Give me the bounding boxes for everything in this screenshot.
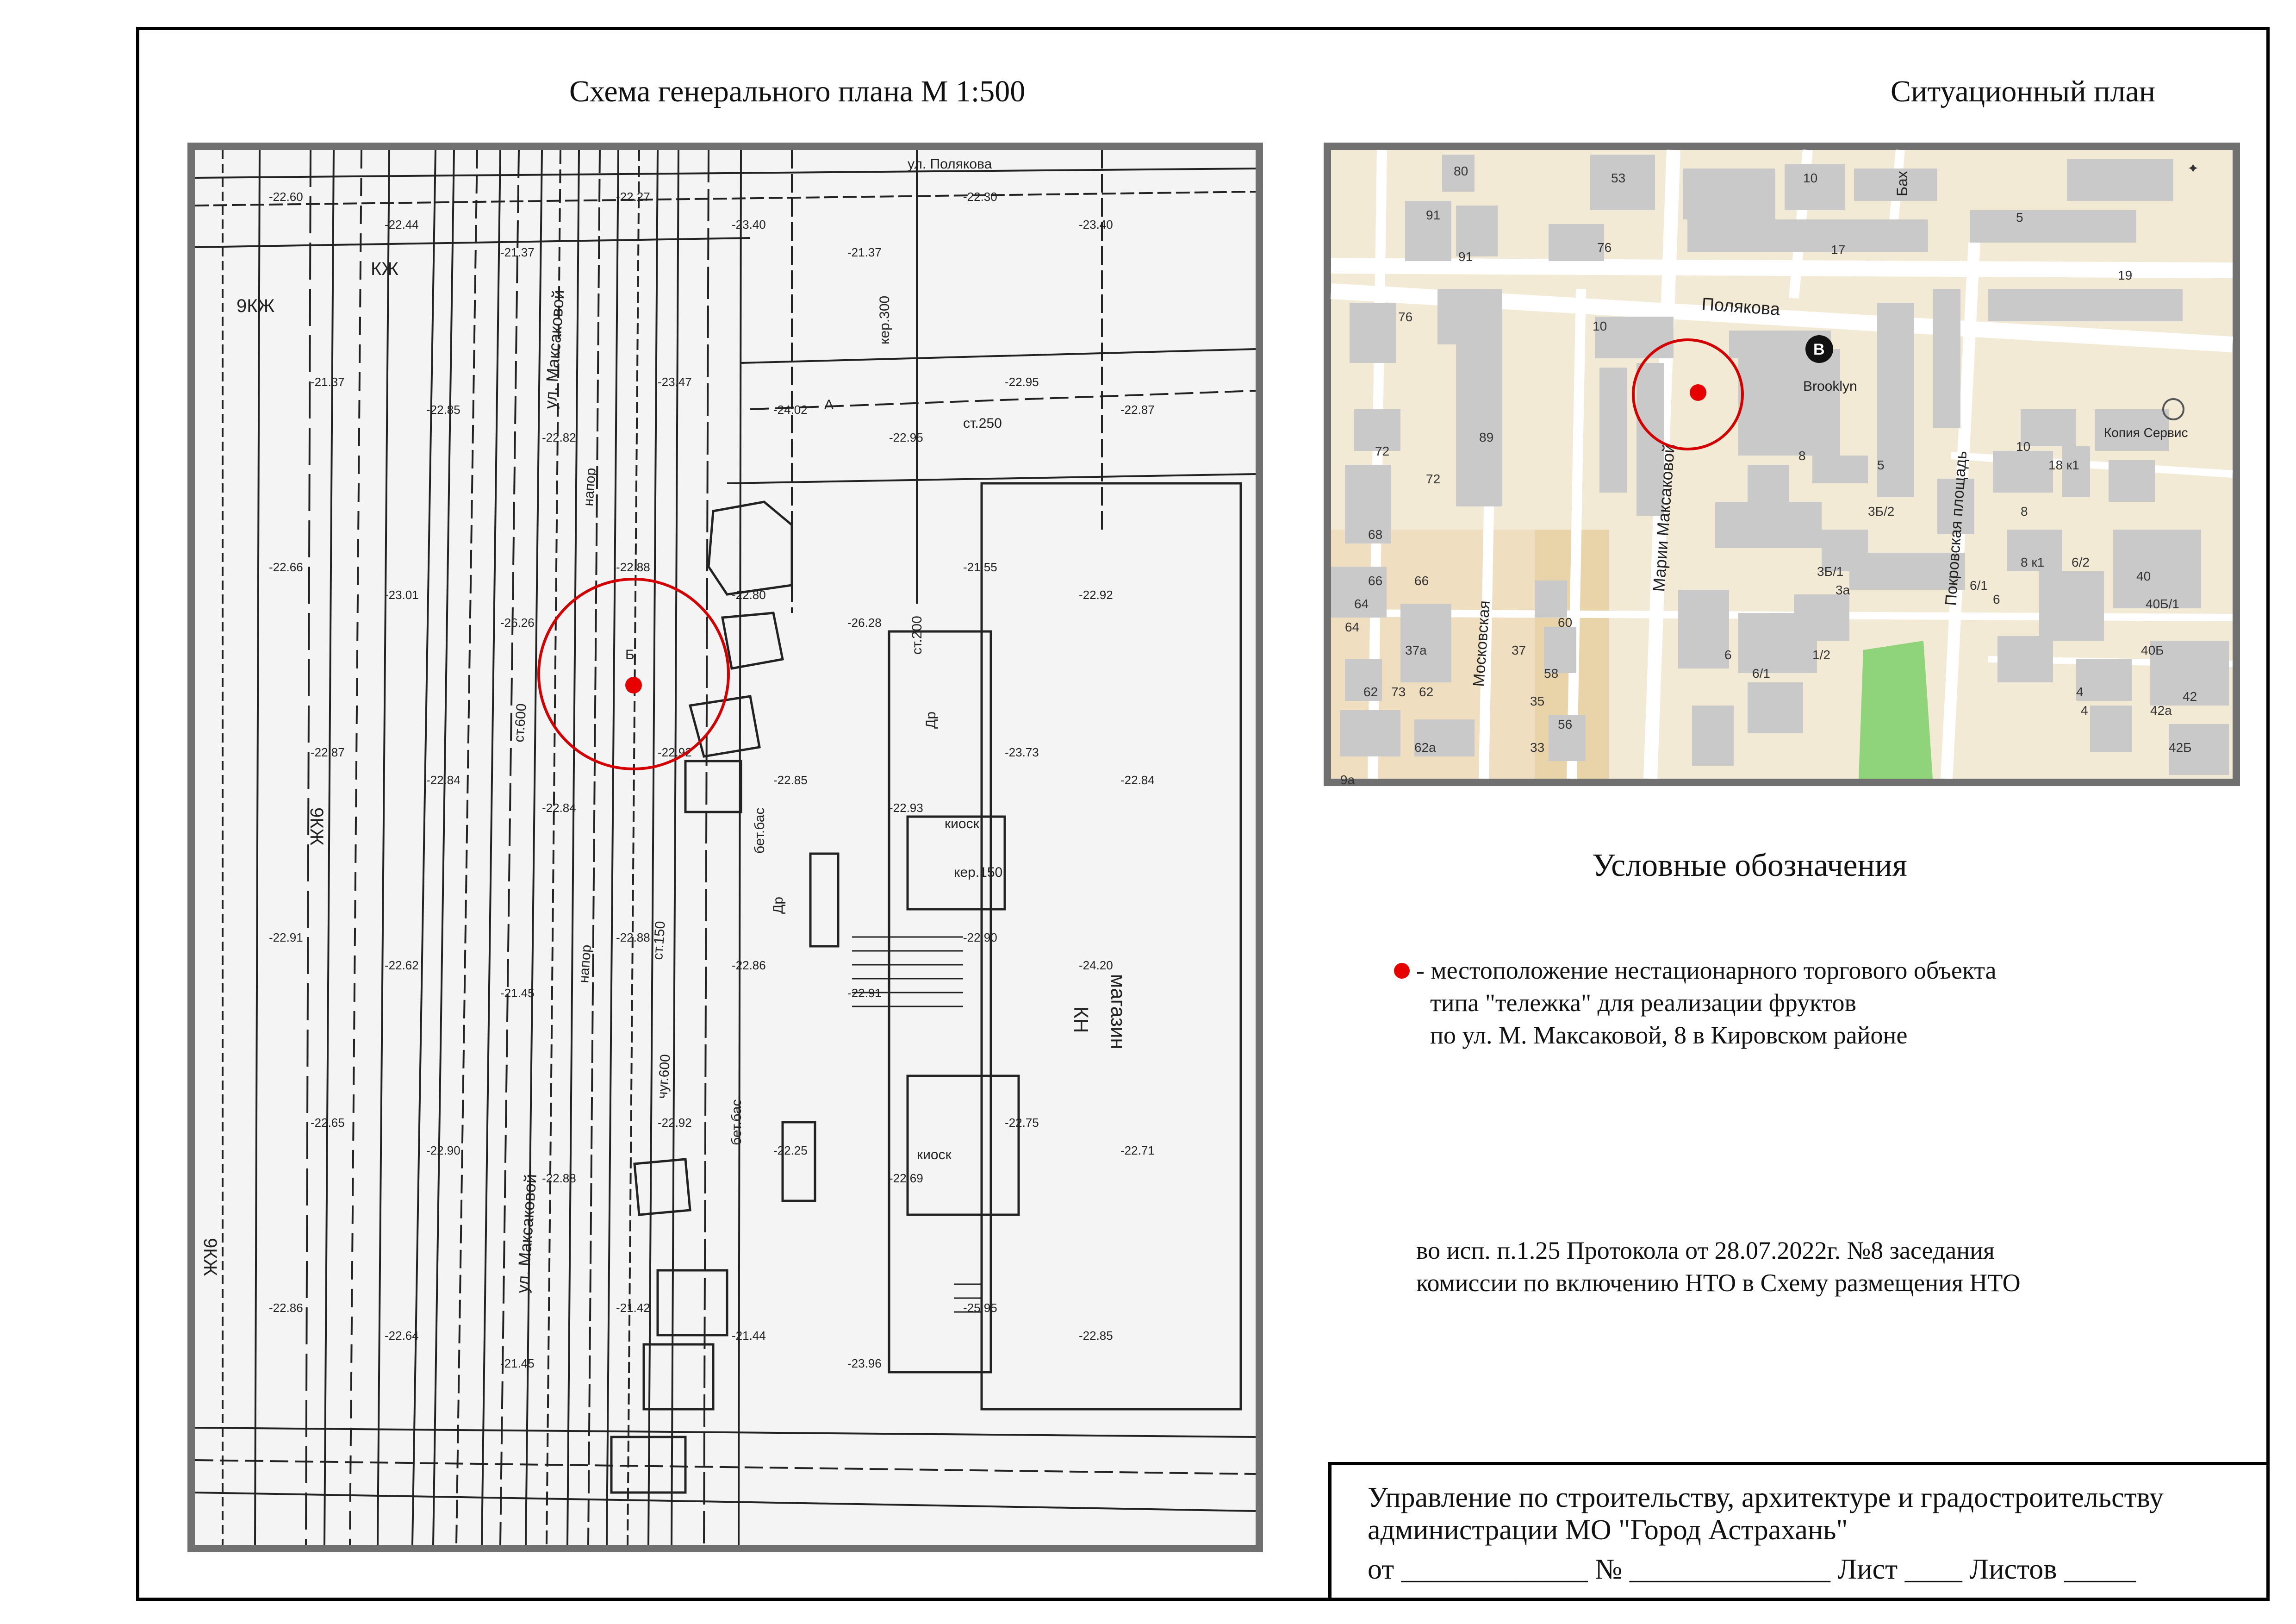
house-number: 5 <box>1877 458 1885 472</box>
elevation-mark: -24.20 <box>1079 958 1113 972</box>
house-number: 72 <box>1426 472 1441 486</box>
label-bet-bas-2: бет.бас <box>729 1099 744 1145</box>
label-ker300: кер.300 <box>877 295 892 344</box>
house-number: 72 <box>1375 444 1390 458</box>
street-polyakova: Полякова <box>1701 294 1781 319</box>
house-number: 40Б/1 <box>2146 597 2179 611</box>
house-number: 56 <box>1558 717 1573 731</box>
label-kn: КН <box>1070 1006 1092 1033</box>
house-number: 64 <box>1354 597 1369 611</box>
brooklyn-icon-letter: B <box>1813 341 1825 358</box>
elevation-mark: -21.37 <box>500 245 535 259</box>
house-number: 76 <box>1597 240 1612 255</box>
elevation-mark: -22.27 <box>616 190 650 204</box>
elevation-mark: -22.88 <box>542 1171 576 1185</box>
elevation-mark: -22.25 <box>773 1143 808 1157</box>
elevation-mark: -22.90 <box>426 1143 460 1157</box>
house-number: 42Б <box>2169 740 2192 755</box>
house-number: 35 <box>1530 694 1545 708</box>
elevation-mark: -22.88 <box>616 560 650 574</box>
house-number: 3Б/1 <box>1817 564 1844 579</box>
street-marii-maksakovoi: Марии Максаковой <box>1649 443 1679 593</box>
elevation-mark: -21.37 <box>311 375 345 389</box>
elevation-mark: -22.80 <box>732 588 766 602</box>
elevation-mark: -23.01 <box>385 588 419 602</box>
house-number: 37а <box>1405 643 1427 657</box>
label-9kzh-3: 9КЖ <box>200 1238 220 1276</box>
elevation-mark: -22.92 <box>658 1116 692 1130</box>
house-number: 19 <box>2118 268 2133 282</box>
house-number: 89 <box>1479 430 1494 444</box>
elevation-mark: -22.66 <box>269 560 303 574</box>
house-number: 42 <box>2183 689 2197 704</box>
label-9kzh-2: 9КЖ <box>306 807 327 846</box>
elevation-mark: -22.87 <box>1120 403 1155 417</box>
elevation-mark: -23.47 <box>658 375 692 389</box>
elevation-mark: -22.92 <box>658 745 692 759</box>
house-number: 9а <box>1340 773 1355 787</box>
house-number: 73 <box>1391 685 1406 699</box>
elevation-mark: -21.37 <box>847 245 882 259</box>
house-number: 62 <box>1363 685 1378 699</box>
house-number: 64 <box>1345 620 1360 634</box>
elevation-mark: -22.95 <box>889 431 923 444</box>
elevation-mark: -22.95 <box>1005 375 1039 389</box>
house-number: 4 <box>2076 685 2084 699</box>
elevation-mark: -24.02 <box>773 403 808 417</box>
label-st600: ст.600 <box>511 703 529 743</box>
elevation-mark: -22.86 <box>269 1301 303 1315</box>
legend-line-2: типа "тележка" для реализации фруктов <box>1430 989 1856 1017</box>
house-number: 33 <box>1530 740 1545 755</box>
stamp-sheet-fields: от _____________ № ______________ Лист ____ Листов _____ <box>1368 1554 2136 1585</box>
house-number: 62а <box>1414 740 1436 755</box>
label-st200: ст.200 <box>909 616 925 655</box>
elevation-mark: -22.82 <box>542 431 576 444</box>
house-number: 6/2 <box>2072 555 2090 569</box>
elevation-mark: -22.84 <box>542 801 576 815</box>
house-number: 5 <box>2016 210 2023 225</box>
house-number: 80 <box>1454 164 1468 178</box>
label-b: Б <box>625 647 635 662</box>
house-number: 91 <box>1426 208 1441 222</box>
poi-kopiya-servis: Копия Сервис <box>2104 425 2188 440</box>
street-bah: Бах <box>1894 171 1910 196</box>
elevation-mark: -22.60 <box>269 190 303 204</box>
label-dr-2: Др <box>771 896 786 914</box>
general-plan-title: Схема генерального плана М 1:500 <box>569 75 1026 108</box>
label-ker150: кер.150 <box>954 865 1003 880</box>
label-st250: ст.250 <box>963 416 1002 431</box>
elevation-mark: -22.91 <box>269 931 303 944</box>
elevation-mark: -21.45 <box>500 986 535 1000</box>
elevation-mark: -21.55 <box>963 560 997 574</box>
tool-icon: ✦ <box>2187 161 2199 176</box>
elevation-mark: -22.85 <box>773 773 808 787</box>
elevation-mark: -22.93 <box>889 801 923 815</box>
house-number: 8 к1 <box>2021 555 2045 569</box>
elevation-mark: -26.28 <box>847 616 882 630</box>
elevation-mark: -22.85 <box>426 403 460 417</box>
elevation-mark: -21.42 <box>616 1301 650 1315</box>
label-magazin: магазин <box>1107 974 1129 1049</box>
elevation-mark: -23.96 <box>847 1356 882 1370</box>
elevation-mark: -22.90 <box>963 931 997 944</box>
street-label-maksakovoi-2: ул. Максаковой <box>513 1173 540 1294</box>
elevation-mark: -22.30 <box>963 190 997 204</box>
elevation-mark: -22.75 <box>1005 1116 1039 1130</box>
house-number: 91 <box>1458 250 1473 264</box>
elevation-mark: -23.73 <box>1005 745 1039 759</box>
street-label-maksakovoi: ул. Максаковой <box>541 289 568 410</box>
house-number: 62 <box>1419 685 1434 699</box>
elevation-mark: -26.26 <box>500 616 535 630</box>
location-dot <box>1690 384 1706 401</box>
house-number: 17 <box>1831 243 1846 257</box>
elevation-mark: -22.88 <box>616 931 650 944</box>
house-number: 10 <box>1593 319 1607 333</box>
elevation-mark: -22.91 <box>847 986 882 1000</box>
legend-line-1: - местоположение нестационарного торгового объекта <box>1416 956 1997 984</box>
house-number: 6 <box>1993 592 2000 606</box>
stamp-organization: Управление по строительству, архитектуре и градостроительству <box>1368 1482 2164 1513</box>
house-number: 42а <box>2150 703 2172 718</box>
street-moskovskaya: Московская <box>1470 600 1493 687</box>
house-number: 4 <box>2081 703 2088 718</box>
label-napor-1: напор <box>581 467 599 507</box>
house-number: 53 <box>1611 171 1626 185</box>
poi-brooklyn: Brooklyn <box>1803 379 1857 394</box>
house-number: 18 к1 <box>2048 458 2079 472</box>
house-number: 6/1 <box>1752 666 1770 681</box>
situational-plan-title: Ситуационный план <box>1891 75 2156 108</box>
label-9kzh-1: 9КЖ <box>236 296 275 316</box>
elevation-mark: -22.65 <box>311 1116 345 1130</box>
elevation-mark: -21.45 <box>500 1356 535 1370</box>
label-chug600: чуг.600 <box>655 1054 673 1099</box>
elevation-mark: -22.69 <box>889 1171 923 1185</box>
house-number: 10 <box>2016 439 2031 454</box>
house-number: 3Б/2 <box>1868 504 1895 518</box>
legend-marker-icon <box>1394 963 1410 979</box>
elevation-mark: -23.40 <box>1079 218 1113 231</box>
elevation-mark: -22.86 <box>732 958 766 972</box>
elevation-mark: -22.62 <box>385 958 419 972</box>
elevation-mark: -22.44 <box>385 218 419 231</box>
elevation-mark: -22.87 <box>311 745 345 759</box>
house-number: 76 <box>1398 310 1413 324</box>
label-kiosk-1: киоск <box>945 816 979 831</box>
label-kiosk-2: киоск <box>917 1147 952 1162</box>
house-number: 6/1 <box>1970 578 1988 593</box>
note-line-2: комиссии по включению НТО в Схему размещения НТО <box>1416 1269 2021 1297</box>
elevation-mark: -22.64 <box>385 1329 419 1343</box>
elevation-mark: -23.40 <box>732 218 766 231</box>
house-number: 1/2 <box>1812 648 1830 662</box>
house-number: 8 <box>1798 449 1806 463</box>
house-number: 8 <box>2021 504 2028 518</box>
house-number: 68 <box>1368 527 1383 542</box>
street-label-polyakova: ул. Полякова <box>908 156 992 172</box>
elevation-mark: -22.92 <box>1079 588 1113 602</box>
stamp-administration: администрации МО "Город Астрахань" <box>1368 1514 1848 1546</box>
house-number: 10 <box>1803 171 1818 185</box>
label-bet-bas-1: бет.бас <box>752 807 767 854</box>
house-number: 58 <box>1544 666 1559 681</box>
label-a: А <box>824 397 834 412</box>
legend-title: Условные обозначения <box>1592 848 1907 883</box>
house-number: 40Б <box>2141 643 2164 657</box>
house-number: 66 <box>1414 574 1429 588</box>
situational-map[interactable] <box>1324 143 2240 786</box>
house-number: 37 <box>1512 643 1526 657</box>
elevation-mark: -22.85 <box>1079 1329 1113 1343</box>
elevation-mark: -22.71 <box>1120 1143 1155 1157</box>
label-kzh: КЖ <box>371 259 399 279</box>
house-number: 6 <box>1724 648 1732 662</box>
label-dr-1: Др <box>923 711 939 729</box>
street-pokrovskaya: Покровская площадь <box>1942 450 1971 606</box>
elevation-mark: -21.44 <box>732 1329 766 1343</box>
label-st150: ст.150 <box>650 920 668 961</box>
elevation-mark: -25.95 <box>963 1301 997 1315</box>
general-plan-map[interactable] <box>187 143 1263 1552</box>
house-number: 66 <box>1368 574 1383 588</box>
elevation-mark: -22.84 <box>1120 773 1155 787</box>
location-dot <box>625 677 642 693</box>
house-number: 3а <box>1836 583 1850 597</box>
note-line-1: во исп. п.1.25 Протокола от 28.07.2022г. №8 заседания <box>1416 1237 1995 1264</box>
label-napor-2: напор <box>576 944 594 984</box>
house-number: 60 <box>1558 615 1573 630</box>
legend-line-3: по ул. М. Максаковой, 8 в Кировском районе <box>1430 1021 1908 1049</box>
house-number: 40 <box>2136 569 2151 583</box>
elevation-mark: -22.84 <box>426 773 460 787</box>
